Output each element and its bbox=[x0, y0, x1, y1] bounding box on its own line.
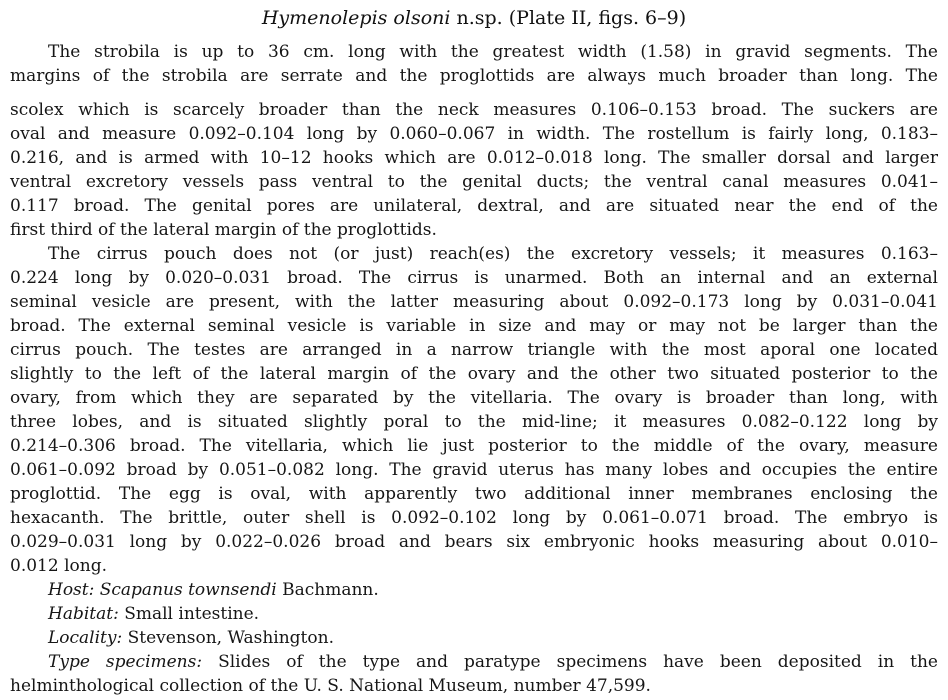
text-line: helminthological collection of the U. S. National Museum, number 47,599. bbox=[10, 676, 651, 696]
text-line: broad. The external seminal vesicle is variable in size and may or may not be larger than the bbox=[10, 316, 938, 336]
paragraph-cirrus-pouch bbox=[10, 242, 938, 578]
text-line: slightly to the left of the lateral margin of the ovary and the other two situated posterior to the bbox=[10, 364, 938, 384]
text-line: 0.012 long. bbox=[10, 556, 107, 576]
habitat-label: Habitat: bbox=[48, 604, 119, 624]
text-line: 0.029–0.031 long by 0.022–0.026 broad and bears six embryonic hooks measuring about 0.010– bbox=[10, 532, 938, 552]
text-line: ventral excretory vessels pass ventral to the genital ducts; the ventral canal measures 0.041– bbox=[10, 172, 938, 192]
text-line: cirrus pouch. The testes are arranged in a narrow triangle with the most aporal one located bbox=[10, 340, 938, 360]
text-line: three lobes, and is situated slightly poral to the mid-line; it measures 0.082–0.122 long by bbox=[10, 412, 938, 432]
habitat-entry bbox=[10, 602, 938, 626]
text-line: proglottid. The egg is oval, with apparently two additional inner membranes enclosing the bbox=[10, 484, 938, 504]
paragraph-strobila bbox=[10, 40, 938, 88]
text-line: 0.214–0.306 broad. The vitellaria, which lie just posterior to the middle of the ovary, measure bbox=[10, 436, 938, 456]
text-line: 0.061–0.092 broad by 0.051–0.082 long. The gravid uterus has many lobes and occupies the entire bbox=[10, 460, 938, 480]
host-label: Host: bbox=[48, 580, 95, 600]
text-line: seminal vesicle are present, with the latter measuring about 0.092–0.173 long by 0.031–0.041 bbox=[10, 292, 938, 312]
type-specimens-entry bbox=[10, 650, 938, 674]
text-line: hexacanth. The brittle, outer shell is 0.092–0.102 long by 0.061–0.071 broad. The embryo is bbox=[10, 508, 938, 528]
text-line: first third of the lateral margin of the proglottids. bbox=[10, 220, 437, 240]
habitat-value: Small intestine. bbox=[118, 604, 260, 624]
locality-entry bbox=[10, 626, 938, 650]
host-species-name: Scapanus townsendi bbox=[94, 580, 277, 600]
text-line: oval and measure 0.092–0.104 long by 0.060–0.067 in width. The rostellum is fairly long, 0.183– bbox=[10, 124, 938, 144]
type-specimens-text: Slides of the type and paratype specimens have been deposited in the bbox=[202, 652, 938, 672]
species-name: Hymenolepis olsoni bbox=[261, 7, 451, 29]
paragraph-scolex bbox=[10, 98, 938, 242]
type-specimens-label: Type specimens: bbox=[48, 652, 203, 672]
text-line: scolex which is scarcely broader than the neck measures 0.106–0.153 broad. The suckers are bbox=[10, 100, 938, 120]
text-line: 0.216, and is armed with 10–12 hooks which are 0.012–0.018 long. The smaller dorsal and larger bbox=[10, 148, 938, 168]
text-line: 0.224 long by 0.020–0.031 broad. The cirrus is unarmed. Both an internal and an external bbox=[10, 268, 938, 288]
article-title-rest: n.sp. (Plate II, figs. 6–9) bbox=[450, 7, 687, 29]
article-title bbox=[10, 6, 938, 30]
locality-label: Locality: bbox=[48, 628, 123, 648]
host-entry bbox=[10, 578, 938, 602]
text-line: The cirrus pouch does not (or just) reach(es) the excretory vessels; it measures 0.163– bbox=[48, 244, 938, 264]
text-line: 0.117 broad. The genital pores are unilateral, dextral, and are situated near the end of the bbox=[10, 196, 938, 216]
host-authority: Bachmann. bbox=[276, 580, 379, 600]
specimen-details bbox=[10, 578, 938, 698]
locality-value: Stevenson, Washington. bbox=[122, 628, 334, 648]
text-line: margins of the strobila are serrate and the proglottids are always much broader than long. The bbox=[10, 66, 938, 86]
text-line: The strobila is up to 36 cm. long with the greatest width (1.58) in gravid segments. The bbox=[48, 42, 938, 62]
text-line: ovary, from which they are separated by the vitellaria. The ovary is broader than long, with bbox=[10, 388, 938, 408]
